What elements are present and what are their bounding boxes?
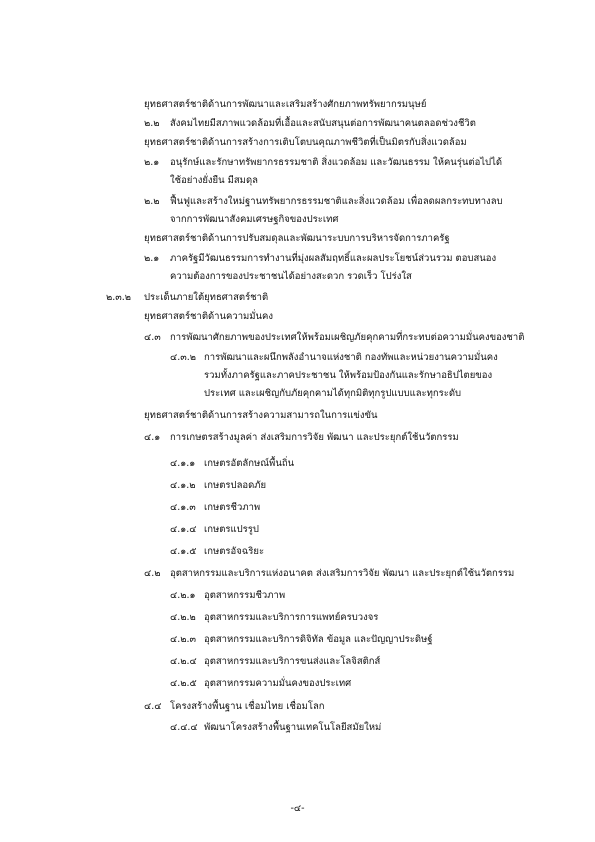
- line-text: พัฒนาโครงสร้างพื้นฐานเทคโนโลยีสมัยใหม่: [204, 722, 382, 733]
- sub-list-item: [170, 722, 381, 734]
- line-text: เกษตรปลอดภัย: [204, 480, 267, 491]
- line-text: เกษตรแปรรูป: [204, 524, 259, 535]
- sub-list-item: [170, 524, 259, 536]
- item-number: ๔.๑: [144, 432, 161, 443]
- line-text: อุตสาหกรรมและบริการการแพทย์ครบวงจร: [204, 612, 379, 623]
- line-text: ประเด็นภายใต้ยุทธศาสตร์ชาติ: [144, 292, 269, 303]
- line-text: เกษตรอัจฉริยะ: [204, 546, 265, 557]
- line-text: สังคมไทยมีสภาพแวดล้อมที่เอื้อและสนับสนุนต่อการพัฒนาคนตลอดช่วงชีวิต: [170, 118, 476, 129]
- line-text: ยุทธศาสตร์ชาติด้านการสร้างการเติบโตบนคุณภาพชีวิตที่เป็นมิตรกับสิ่งแวดล้อม: [144, 137, 467, 148]
- line-text: เกษตรอัตลักษณ์พื้นถิ่น: [204, 458, 295, 469]
- line-text: การเกษตรสร้างมูลค่า ส่งเสริมการวิจัย พัฒนา และประยุกต์ใช้นวัตกรรม: [170, 432, 459, 443]
- line-text: ยุทธศาสตร์ชาติด้านความมั่นคง: [144, 311, 274, 322]
- item-number: ๒.๒: [144, 118, 160, 129]
- strategy-heading: [144, 233, 450, 245]
- line-text: อุตสาหกรรมและบริการแห่งอนาคต ส่งเสริมการวิจัย พัฒนา และประยุกต์ใช้นวัตกรรม: [170, 568, 515, 579]
- line-text: อุตสาหกรรมความมั่นคงของประเทศ: [204, 678, 352, 689]
- line-continuation: [170, 175, 258, 187]
- line-continuation: [170, 214, 338, 226]
- item-number: ๒.๑: [144, 157, 160, 168]
- line-text: ยุทธศาสตร์ชาติด้านการปรับสมดุลและพัฒนาระบบการบริหารจัดการภาครัฐ: [144, 233, 450, 244]
- page-number: -๔-: [290, 803, 305, 814]
- item-number: ๔.๓: [144, 332, 161, 343]
- line-text: อนุรักษ์และรักษาทรัพยากรธรรมชาติ สิ่งแวดล้อม และวัฒนธรรม ให้คนรุ่นต่อไปได้: [170, 157, 503, 168]
- item-number: ๔.๒.๓: [170, 634, 196, 645]
- line-text: ภาครัฐมีวัฒนธรรมการทำงานที่มุ่งผลสัมฤทธิ์และผลประโยชน์ส่วนรวม ตอบสนอง: [170, 253, 497, 264]
- strategy-heading: [144, 137, 467, 149]
- sub-list-item: [170, 352, 498, 364]
- line-text: ยุทธศาสตร์ชาติด้านการพัฒนาและเสริมสร้างศักยภาพทรัพยากรมนุษย์: [144, 99, 427, 110]
- sub-list-item: [170, 656, 380, 668]
- line-text: รวมทั้งภาครัฐและภาคประชาชน ให้พร้อมป้องกันและรักษาอธิปไตยของ: [204, 370, 493, 381]
- sub-list-item: [170, 546, 264, 558]
- line-text: ความต้องการของประชาชนได้อย่างสะดวก รวดเร็ว โปร่งใส: [170, 271, 412, 282]
- item-number: ๔.๒: [144, 568, 161, 579]
- line-continuation: [204, 370, 492, 382]
- list-item: [144, 568, 514, 580]
- item-number: ๔.๑.๒: [170, 480, 196, 491]
- strategy-heading: [144, 410, 378, 422]
- item-number: ๔.๒.๕: [170, 678, 197, 689]
- line-text: อุตสาหกรรมและบริการดิจิทัล ข้อมูล และปัญญาประดิษฐ์: [204, 634, 433, 645]
- sub-list-item: [170, 458, 294, 470]
- item-number: ๒.๑: [144, 253, 160, 264]
- sub-list-item: [170, 480, 266, 492]
- list-item: [144, 157, 502, 169]
- sub-list-item: [170, 590, 285, 602]
- section-number: ๒.๓.๒: [106, 292, 132, 303]
- list-item: [144, 253, 496, 265]
- item-number: ๒.๒: [144, 196, 160, 207]
- line-text: ฟื้นฟูและสร้างใหม่ฐานทรัพยากรธรรมชาติและสิ่งแวดล้อม เพื่อลดผลกระทบทางลบ: [170, 196, 503, 207]
- sub-list-item: [170, 612, 378, 624]
- line-text: ยุทธศาสตร์ชาติด้านการสร้างความสามารถในการแข่งขัน: [144, 410, 378, 421]
- list-item: [144, 118, 476, 130]
- line-continuation: [170, 271, 412, 283]
- list-item: [144, 332, 524, 344]
- line-text: ประเทศ และเผชิญกับภัยคุกคามได้ทุกมิติทุกรูปแบบและทุกระดับ: [204, 388, 462, 399]
- line-text: การพัฒนาศักยภาพของประเทศให้พร้อมเผชิญภัยคุกคามที่กระทบต่อความมั่นคงของชาติ: [170, 332, 525, 343]
- line-text: การพัฒนาและผนึกพลังอำนาจแห่งชาติ กองทัพและหน่วยงานความมั่นคง: [204, 352, 498, 363]
- line-text: ใช้อย่างยั่งยืน มีสมดุล: [170, 175, 258, 186]
- sub-list-item: [170, 678, 351, 690]
- line-text: เกษตรชีวภาพ: [204, 502, 261, 513]
- item-number: ๔.๒.๔: [170, 656, 197, 667]
- line-continuation: [204, 388, 461, 400]
- strategy-heading: [144, 99, 426, 111]
- item-number: ๔.๑.๑: [170, 458, 196, 469]
- sub-list-item: [170, 502, 260, 514]
- list-item: [144, 701, 325, 713]
- line-text: อุตสาหกรรมและบริการขนส่งและโลจิสติกส์: [204, 656, 381, 667]
- list-item: [144, 196, 503, 208]
- item-number: ๔.๔.๔: [170, 722, 198, 733]
- line-text: โครงสร้างพื้นฐาน เชื่อมไทย เชื่อมโลก: [170, 701, 325, 712]
- item-number: ๔.๔: [144, 701, 162, 712]
- item-number: ๔.๑.๓: [170, 502, 196, 513]
- sub-list-item: [170, 634, 433, 646]
- line-text: จากการพัฒนาสังคมเศรษฐกิจของประเทศ: [170, 214, 339, 225]
- item-number: ๔.๒.๒: [170, 612, 196, 623]
- item-number: ๔.๑.๕: [170, 546, 197, 557]
- item-number: ๔.๑.๔: [170, 524, 197, 535]
- item-number: ๔.๒.๑: [170, 590, 196, 601]
- list-item: [144, 432, 459, 444]
- section-heading: [106, 292, 268, 304]
- line-text: อุตสาหกรรมชีวภาพ: [204, 590, 286, 601]
- strategy-heading: [144, 311, 273, 323]
- item-number: ๔.๓.๒: [170, 352, 196, 363]
